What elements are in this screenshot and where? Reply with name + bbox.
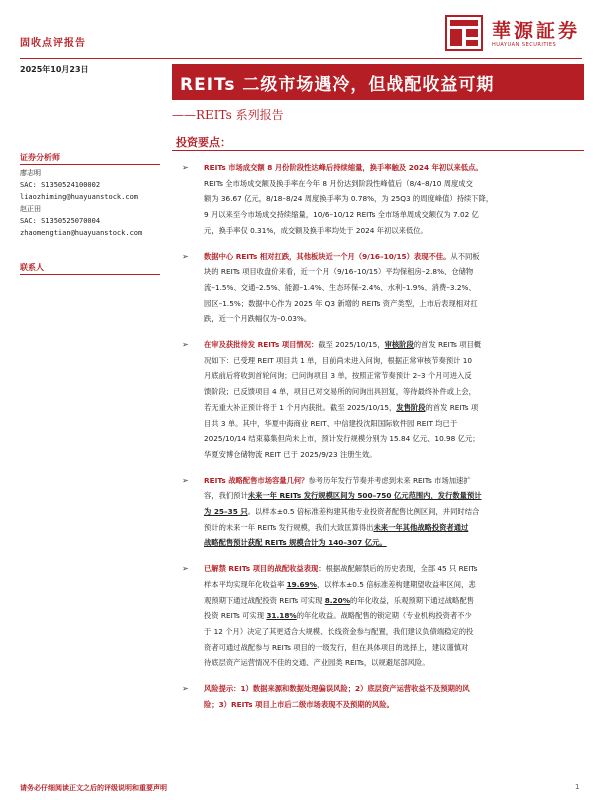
bullet-text: 元，换手率仅 0.31%，成交额及换手率均处于 2024 年初以来低位。: [204, 225, 428, 235]
analyst-sac: SAC: S1350525070004: [20, 217, 101, 225]
bullet-text: ，以样本±0.5 倍标准差构建期望收益率区间，悲: [317, 579, 476, 589]
bullet-text: 31.18%: [266, 611, 297, 621]
bullet-arrow-icon: ➢: [182, 251, 189, 261]
page-number: 1: [575, 783, 580, 791]
bullet-line: [204, 535, 584, 551]
bullet-line: [204, 520, 584, 536]
bullet-text: 的首发 REITs 项目概: [413, 340, 482, 350]
bullet-line: [204, 368, 584, 384]
analyst-sac: SAC: S1350524100002: [20, 181, 101, 189]
contact-heading: 联系人: [20, 263, 44, 272]
bullet-text: 的年化收益，乐观预期下通过战略配售: [350, 595, 475, 605]
bullet-line: [204, 655, 584, 671]
bullet-text: 预计的未来一年 REITs 发行规模，我们大致匡算得出: [204, 522, 374, 532]
bullet-text: 从不同板: [450, 251, 480, 261]
bullet-text: 战略配售预计获配 REITs 规模合计为 140–307 亿元。: [204, 538, 387, 548]
bullet-line: [204, 593, 584, 609]
bullet-line: [204, 280, 584, 296]
analyst-divider: [20, 164, 160, 165]
bullet-line: [204, 577, 584, 593]
key-point-bullet: [176, 681, 584, 712]
bullet-arrow-icon: ➢: [182, 684, 189, 694]
key-point-bullet: [176, 337, 584, 463]
key-points-label: 投资要点：: [176, 136, 231, 149]
bullet-text: REITs 全市场成交额及换手率在今年 8 月份达到阶段性峰值后（8/4–8/10 周度成交: [204, 178, 473, 188]
bullet-text: 截至 2025/10/15，: [318, 340, 385, 350]
bullet-arrow-icon: ➢: [182, 564, 189, 574]
analyst-email[interactable]: zhaomengtian@huayuanstock.com: [20, 229, 143, 237]
analyst-email[interactable]: liaozhiming@huayuanstock.com: [20, 193, 139, 201]
bullet-text: 1）数据来源和数据处理偏误风险；2）底层资产运营收益不及预期的风: [240, 684, 470, 694]
bullet-line: [204, 431, 584, 447]
bullet-line: [204, 337, 584, 353]
bullet-text: 的年化收益。战略配售的锁定期（专业机构投资者不少: [296, 611, 472, 621]
bullet-text: 未来一年其他战略投资者通过: [373, 522, 469, 532]
brand-name-en: HUAYUAN SECURITIES: [492, 42, 557, 48]
bullet-text: 险；3）REITs 项目上市后二级市场表现不及预期的风险。: [204, 699, 394, 709]
bullet-line: [204, 488, 584, 504]
bullet-line: [204, 400, 584, 416]
bullet-line: [204, 640, 584, 656]
bullet-line: [204, 223, 584, 239]
bullet-line: [204, 207, 584, 223]
bullet-line: [204, 296, 584, 312]
footer-disclaimer: 请务必仔细阅读正文之后的评级说明和重要声明: [20, 784, 167, 792]
bullet-text: 馈阶段；已反馈项目 4 单，项目已对交易所的问询出具回复，等待最终补件或上会，: [204, 387, 476, 397]
bullet-line: [204, 353, 584, 369]
bullet-text: 8.20%: [324, 595, 351, 605]
key-points-divider: [172, 150, 584, 151]
bullet-line: [204, 681, 584, 697]
bullet-text: REITs 市场成交额 8 月份阶段性达峰后持续缩量，换手率触及 2024 年初以来低点。: [204, 163, 483, 172]
bullet-text: 资者可通过战配参与 REITs 项目的一级发行，但在具体项目的选择上，建议谨慎对: [204, 642, 469, 652]
bullet-text: 容，我们预计: [204, 491, 248, 501]
bullet-line: [204, 504, 584, 520]
series-subtitle: ——REITs 系列报告: [172, 108, 284, 122]
brand-name: 華源証券: [492, 20, 581, 42]
bullet-arrow-icon: ➢: [182, 475, 189, 485]
bullet-line: [204, 416, 584, 432]
bullet-text: 观预期下通过战配投资 REITs 可实现: [204, 595, 325, 605]
bullet-arrow-icon: ➢: [182, 340, 189, 350]
bullet-arrow-icon: ➢: [182, 163, 189, 172]
key-point-bullet: [176, 160, 584, 239]
contact-divider: [20, 274, 160, 275]
bullet-line: [204, 624, 584, 640]
bullet-text: REITs 战略配售市场容量几何？: [204, 475, 309, 485]
bullet-line: [204, 473, 584, 489]
bullet-text: 19.69%: [286, 579, 317, 589]
bullet-line: [204, 160, 584, 176]
bullet-line: [204, 264, 584, 280]
bullet-text: 于 12 个月）决定了其更适合大规模、长线资金参与配置，我们建议负债端稳定的投: [204, 626, 474, 636]
bullet-line: [204, 561, 584, 577]
bullet-text: 数据中心 REITs 相对扛跌，其他板块近一个月（9/16–10/15）表现不佳。: [204, 251, 451, 261]
bullet-text: 额为 36.67 亿元，8/18–8/24 周度换手率为 0.78%，为 25Q3 的周度峰值）持续下降，: [204, 194, 494, 204]
bullet-line: [204, 249, 584, 265]
key-points-body: [176, 160, 584, 713]
bullet-text: 在审及获批待发 REITs 项目情况：: [204, 340, 319, 350]
bullet-text: 参考历年发行节奏并考虑到未来 REITs 市场加速扩: [308, 475, 471, 485]
key-point-bullet: [176, 561, 584, 671]
bullet-text: 块的 REITs 项目收盘价来看，近一个月（9/16–10/15）平均保租房–2.8%、仓储物: [204, 267, 474, 277]
report-category: 固收点评报告: [20, 38, 86, 49]
bullet-text: 发售阶段: [396, 402, 426, 412]
bullet-text: 华夏安博仓储物流 REIT 已于 2025/9/23 注册生效。: [204, 449, 377, 459]
bullet-text: 园区–1.5%；数据中心作为 2025 年 Q3 新增的 REITs 资产类型，上市后表现相对扛: [204, 298, 478, 308]
bullet-text: 目共 3 单。其中，华夏中海商业 REIT、中信建投沈阳国际软件园 REIT 均已于: [204, 418, 458, 428]
key-point-bullet: [176, 249, 584, 328]
bullet-line: [204, 176, 584, 192]
key-point-bullet: [176, 473, 584, 552]
bullet-text: 。以样本±0.5 倍标准差构建其他专业投资者配售比例区间，并同时结合: [247, 507, 480, 517]
bullet-text: 流–1.5%、交通–2.5%、能源–1.4%、生态环保–2.4%、水利–1.9%、消费–3.2%、: [204, 282, 476, 292]
bullet-line: [204, 311, 584, 327]
bullet-text: 已解禁 REITs 项目的战配收益表现：: [204, 564, 326, 574]
bullet-line: [204, 384, 584, 400]
bullet-text: 审核阶段: [384, 340, 414, 350]
bullet-text: 若无重大补正预计将于 1 个月内获批。截至 2025/10/15，: [204, 402, 397, 412]
bullet-text: 待底层资产运营情况不佳的交通、产业园类 REITs，以规避尾部风险。: [204, 658, 430, 668]
bullet-text: 样本平均实现年化收益率: [204, 579, 287, 589]
bullet-line: [204, 191, 584, 207]
analyst-name: 廖志明: [20, 169, 41, 177]
bullet-text: 况如下：已受理 REIT 项目共 1 单，目前尚未进入问询，根据正常审核节奏预计 10: [204, 355, 473, 365]
bullet-text: 9 月以来至今市场成交持续缩量，10/6–10/12 REITs 全市场单周成交额仅为 7.02 亿: [204, 210, 479, 220]
header-divider: [20, 58, 582, 59]
bullet-text: 月底前后将收到首轮问询；已问询项目 3 单，按照正常节奏预计 2–3 个月可进入反: [204, 371, 472, 381]
bullet-text: 为 25–35 只: [204, 507, 248, 517]
bullet-text: 跌，近一个月跌幅仅为–0.03%。: [204, 314, 312, 324]
bullet-text: 的首发 REITs 项: [425, 402, 479, 412]
analyst-name: 赵正田: [20, 205, 41, 213]
report-date: 2025年10月23日: [20, 65, 89, 74]
bullet-text: 根据战配解禁后的历史表现，全部 45 只 REITs: [325, 564, 478, 574]
bullet-text: 风险提示：: [204, 684, 241, 694]
bullet-line: [204, 697, 584, 713]
bullet-text: 投资 REITs 可实现: [204, 611, 267, 621]
bullet-text: 未来一年 REITs 发行规模区间为 500–750 亿元范围内，发行数量预计: [247, 491, 482, 501]
bullet-line: [204, 447, 584, 463]
bullet-line: [204, 608, 584, 624]
report-title: REITs 二级市场遇冷，但战配收益可期: [180, 75, 495, 95]
brand-logo-icon: [444, 14, 484, 52]
bullet-text: 2025/10/14 结束募集但尚未上市，预计发行规模分别为 15.84 亿元、10.98 亿元；: [204, 434, 480, 444]
analyst-heading: 证券分析师: [20, 153, 60, 162]
